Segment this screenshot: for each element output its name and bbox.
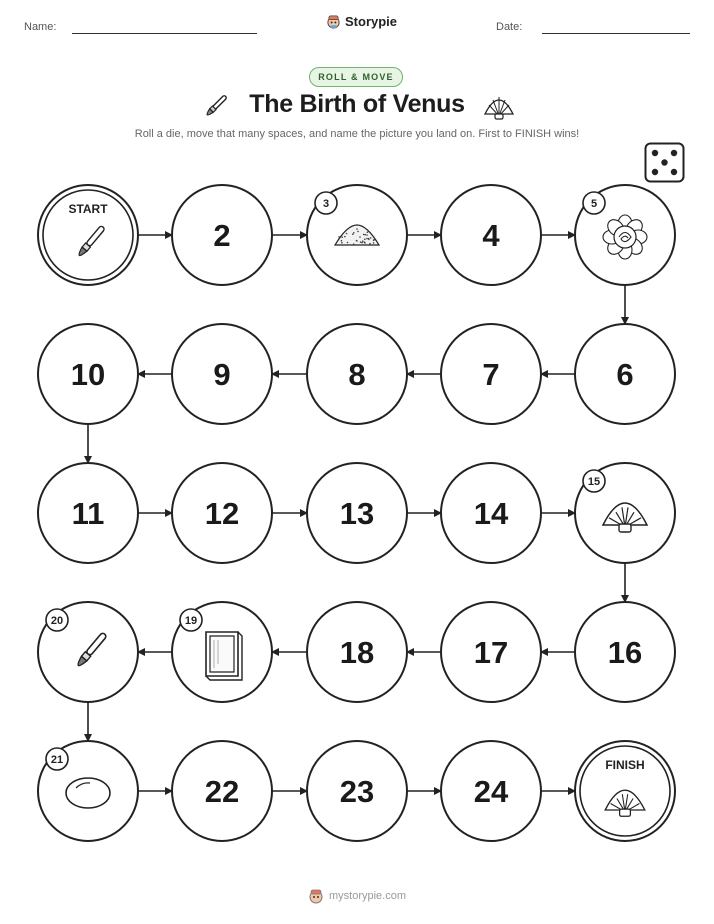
space-number: 24 (473, 774, 509, 809)
board-space-21 (38, 741, 138, 841)
board-space-22 (172, 741, 272, 841)
space-number: 17 (473, 635, 509, 670)
canvas-frame-icon (206, 632, 242, 680)
space-number: 3 (322, 198, 330, 210)
brand-name: Storypie (345, 14, 398, 29)
footer-site: mystorypie.com (328, 890, 407, 902)
rose-icon (603, 215, 647, 259)
finish-space (575, 741, 675, 841)
start-space (38, 185, 138, 285)
space-number: 23 (339, 774, 375, 809)
space-number: 9 (213, 357, 231, 392)
space-label: FINISH (605, 758, 645, 772)
board-space-6 (575, 324, 675, 424)
space-number: 20 (50, 615, 64, 627)
name-label: Name: (24, 21, 57, 33)
space-number: 7 (482, 357, 500, 392)
space-number: 13 (339, 496, 375, 531)
space-circle (38, 185, 138, 285)
storypie-mascot-icon (308, 888, 324, 904)
space-label: START (68, 202, 108, 216)
space-number: 22 (204, 774, 240, 809)
space-number: 15 (587, 476, 601, 488)
board-space-9 (172, 324, 272, 424)
space-number: 19 (184, 615, 198, 627)
board-space-17 (441, 602, 541, 702)
space-number: 11 (71, 496, 105, 531)
board-space-8 (307, 324, 407, 424)
space-number: 8 (348, 357, 366, 392)
space-number: 14 (473, 496, 509, 531)
pearl-icon (66, 778, 110, 808)
space-number: 2 (213, 218, 231, 253)
space-number: 5 (590, 198, 598, 210)
space-number: 16 (607, 635, 643, 670)
board-space-12 (172, 463, 272, 563)
board-space-14 (441, 463, 541, 563)
space-number: 12 (204, 496, 240, 531)
board-space-7 (441, 324, 541, 424)
board-space-2 (172, 185, 272, 285)
page-title: The Birth of Venus (249, 90, 465, 118)
board-space-20 (38, 602, 138, 702)
footer (0, 888, 714, 904)
board-space-4 (441, 185, 541, 285)
board-space-10 (38, 324, 138, 424)
space-number: 18 (339, 635, 375, 670)
board-space-11 (38, 463, 138, 563)
date-label: Date: (496, 21, 523, 33)
board-space-15 (575, 463, 675, 563)
space-number: 4 (482, 218, 500, 253)
board-space-5 (575, 185, 675, 285)
game-type-badge: ROLL & MOVE (309, 67, 403, 87)
board-space-3 (307, 185, 407, 285)
instructions: Roll a die, move that many spaces, and name the picture you land on. First to FINISH wins! (134, 128, 580, 140)
board-space-13 (307, 463, 407, 563)
board-space-19 (172, 602, 272, 702)
board-space-16 (575, 602, 675, 702)
board-space-24 (441, 741, 541, 841)
board-space-18 (307, 602, 407, 702)
space-number: 6 (616, 357, 634, 392)
space-number: 21 (50, 754, 64, 766)
space-number: 10 (70, 357, 106, 392)
board-space-23 (307, 741, 407, 841)
